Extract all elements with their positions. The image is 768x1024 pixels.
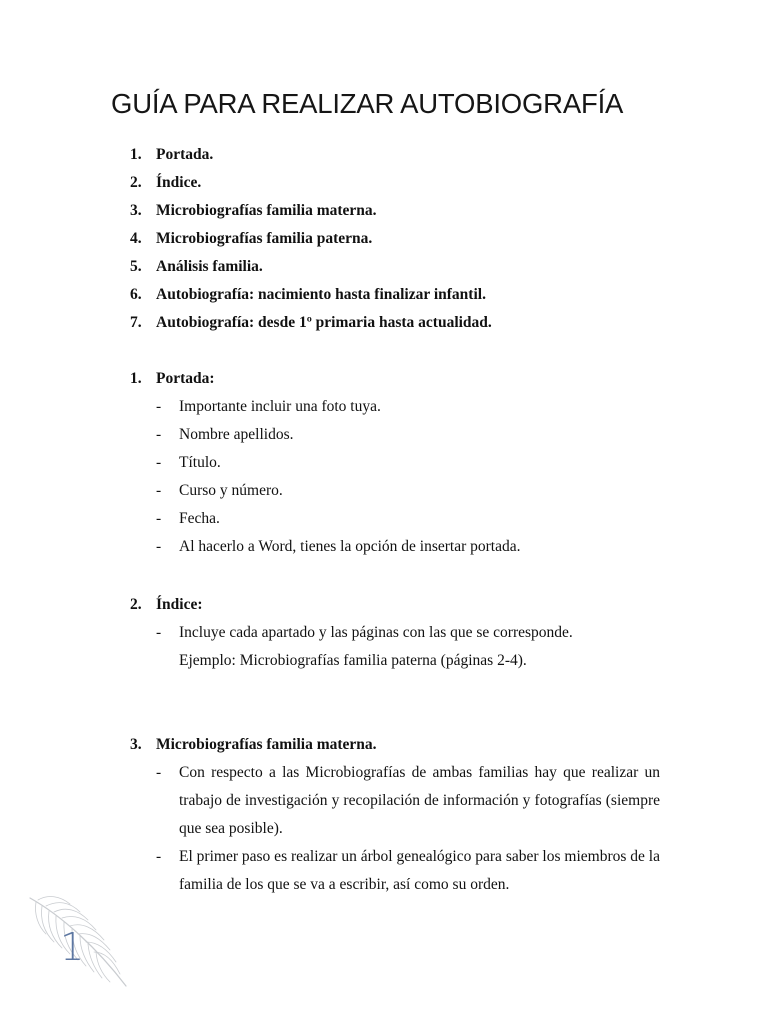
toc-item: 7. Autobiografía: desde 1º primaria hasta actualidad. [130, 314, 492, 331]
bullet-list [130, 619, 660, 647]
toc-item: 1. Portada. [130, 146, 214, 163]
table-of-contents [130, 141, 690, 337]
toc-item: 5. Análisis familia. [130, 258, 263, 275]
section-indice [130, 591, 660, 675]
bullet-item: - Nombre apellidos. [156, 426, 294, 443]
toc-item-label: Microbiografías familia materna. [156, 202, 377, 219]
section-heading: 1. Portada: [130, 370, 215, 387]
toc-item-label: Microbiografías familia paterna. [156, 230, 373, 247]
page-number: 1 [60, 925, 85, 969]
toc-item: 2. Índice. [130, 174, 202, 191]
example-text: Ejemplo: Microbiografías familia paterna (páginas 2-4). [179, 652, 527, 669]
section-heading: 3. Microbiografías familia materna. [130, 736, 377, 753]
bullet-item: - Importante incluir una foto tuya. [156, 398, 381, 415]
toc-item: 6. Autobiografía: nacimiento hasta finalizar infantil. [130, 286, 486, 303]
toc-item-label: Autobiografía: nacimiento hasta finalizar infantil. [156, 286, 486, 303]
page-title: GUÍA PARA REALIZAR AUTOBIOGRAFÍA [111, 88, 624, 119]
bullet-item: - Incluye cada apartado y las páginas con las que se corresponde. [156, 624, 573, 641]
toc-item-label: Portada. [156, 146, 214, 163]
bullet-item: - Con respecto a las Microbiografías de ambas familias hay que realizar un trabajo de investigación y recopilación de información y fotografías (siempre que sea posible). [156, 764, 660, 837]
bullet-list [130, 393, 660, 561]
section-portada [130, 365, 660, 561]
section-microbiografias-materna [130, 731, 660, 899]
bullet-item: - Título. [156, 454, 221, 471]
toc-item: 4. Microbiografías familia paterna. [130, 230, 373, 247]
section-heading: 2. Índice: [130, 596, 203, 613]
bullet-item: - Al hacerlo a Word, tienes la opción de insertar portada. [156, 538, 521, 555]
toc-item: 3. Microbiografías familia materna. [130, 202, 377, 219]
bullet-item: - El primer paso es realizar un árbol genealógico para saber los miembros de la familia de los que se va a escribir, así como su orden. [156, 848, 660, 893]
bullet-item: - Fecha. [156, 510, 220, 527]
toc-item-label: Autobiografía: desde 1º primaria hasta actualidad. [156, 314, 492, 331]
toc-item-label: Análisis familia. [156, 258, 263, 275]
toc-item-label: Índice. [156, 174, 202, 191]
bullet-list [130, 759, 660, 899]
bullet-item: - Curso y número. [156, 482, 283, 499]
